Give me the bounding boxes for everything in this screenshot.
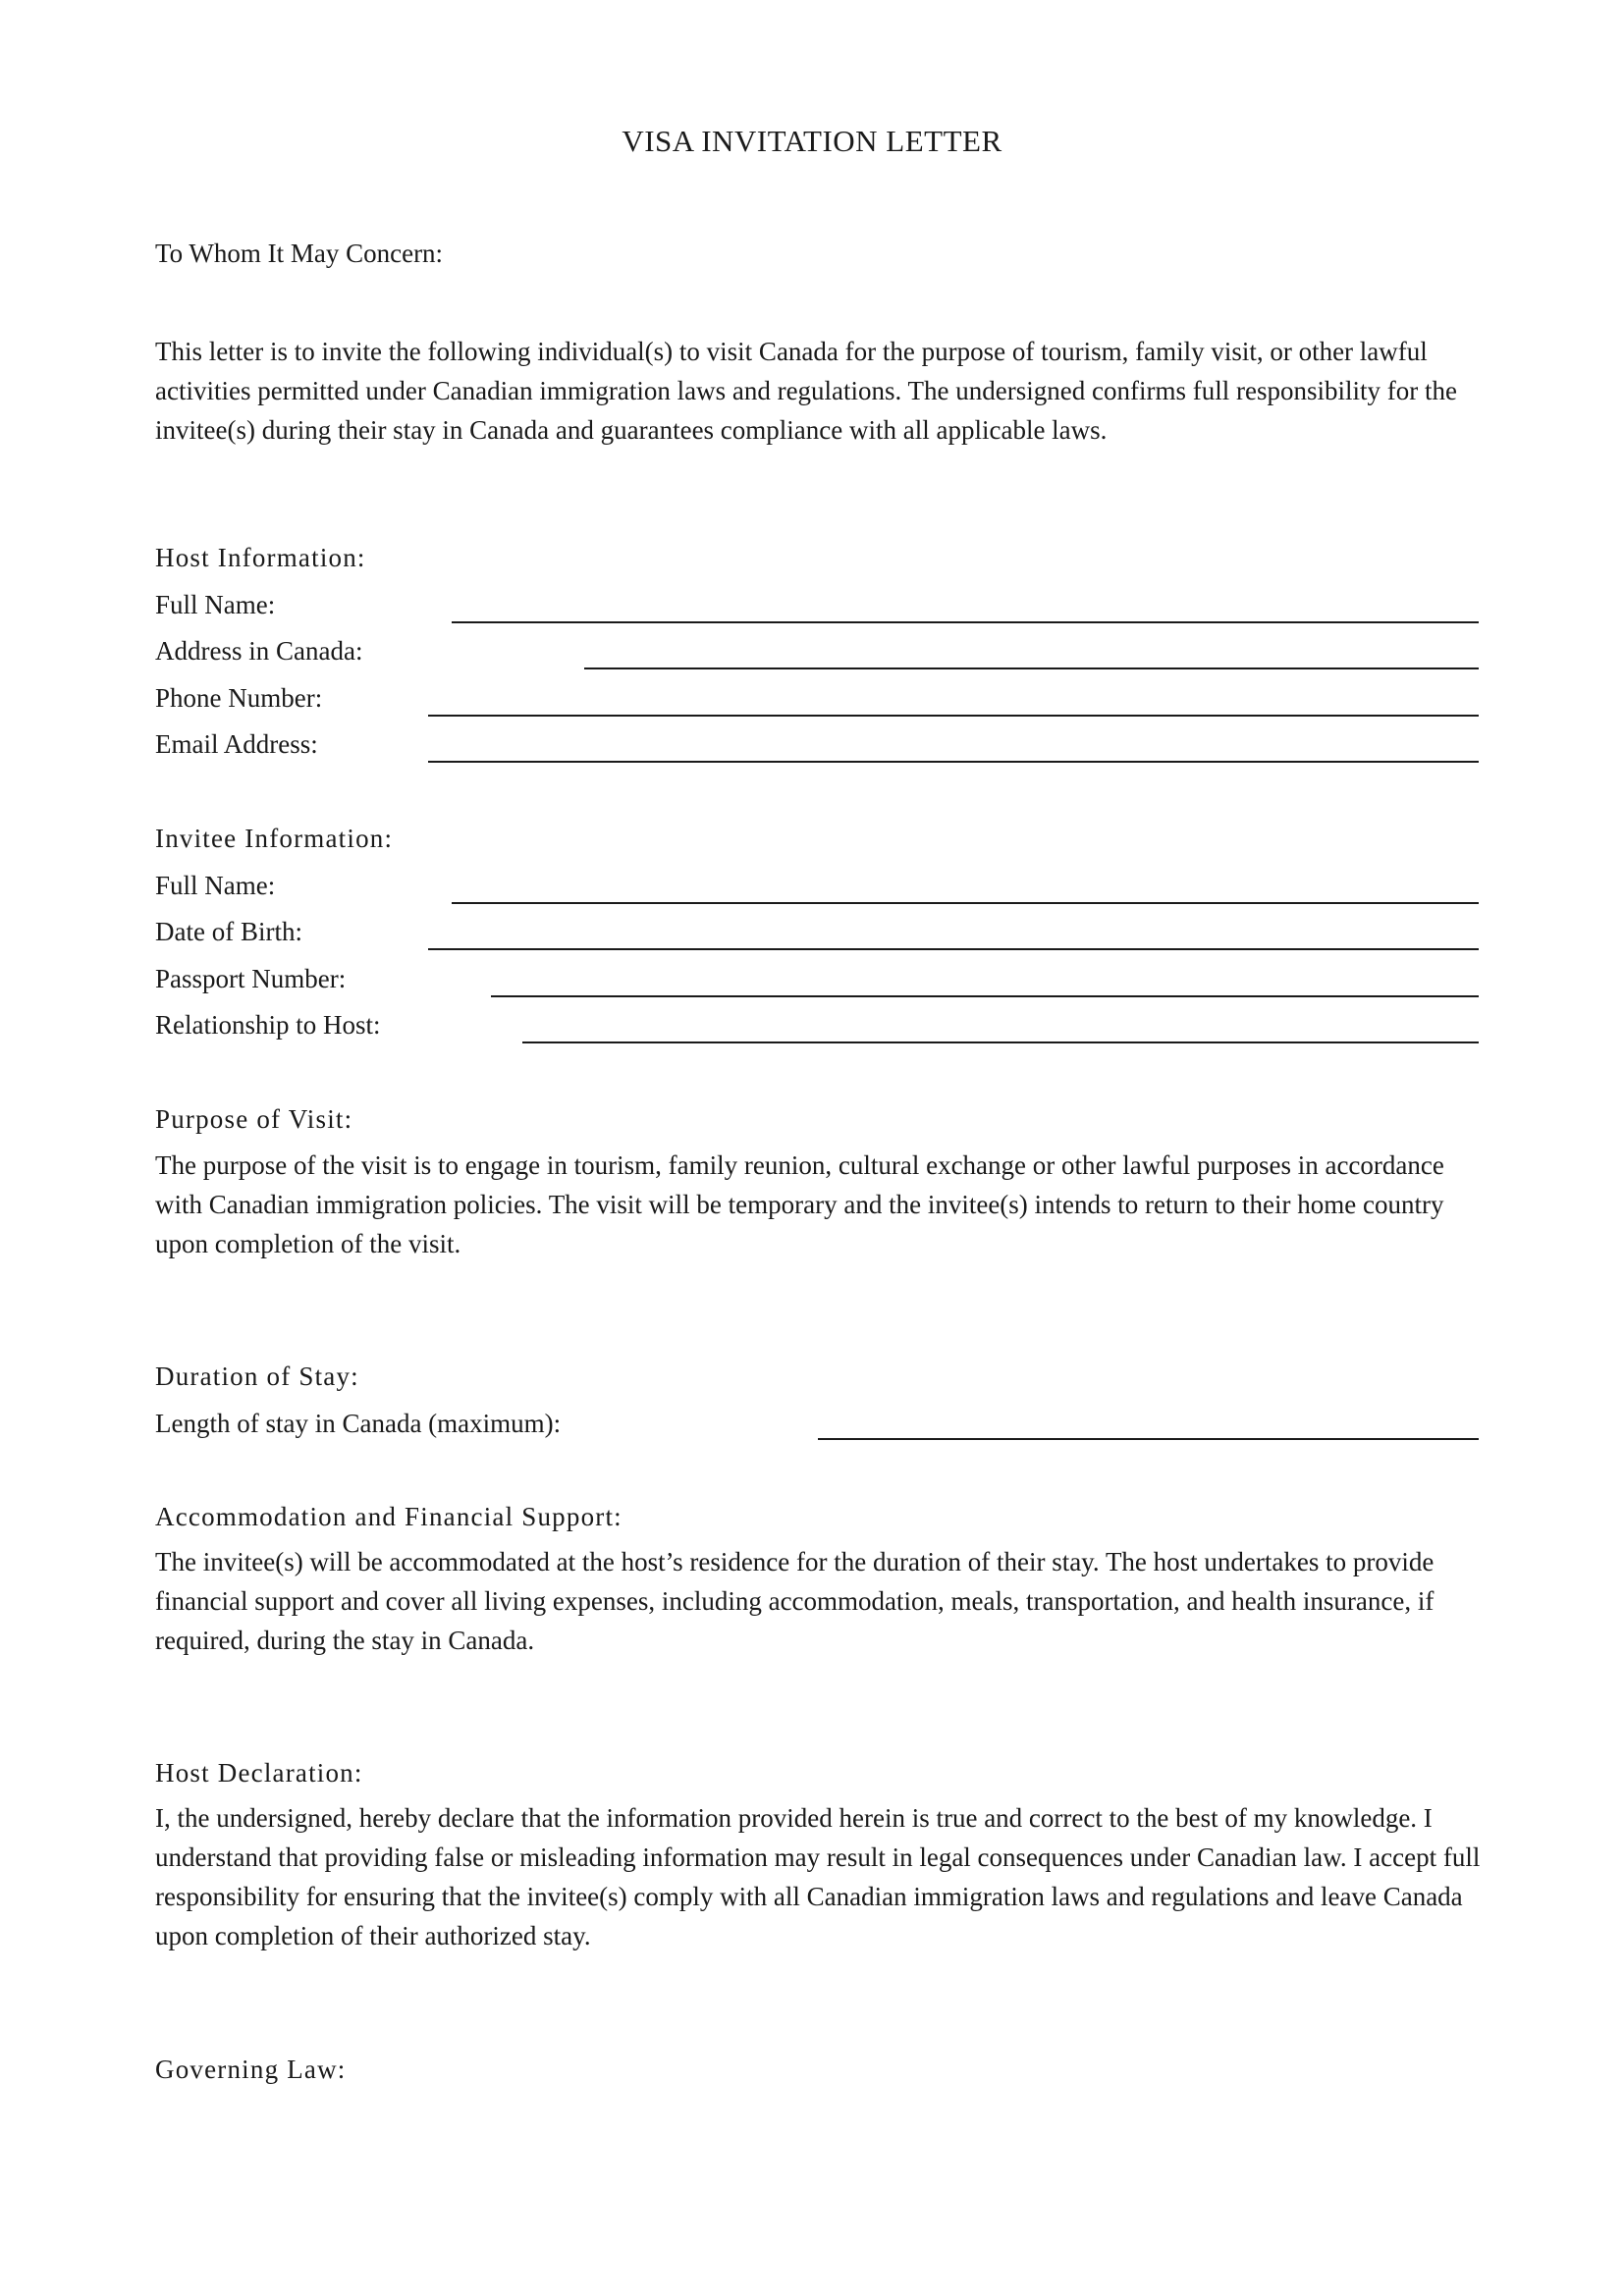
host-email-label: Email Address: bbox=[155, 729, 318, 759]
purpose-paragraph: The purpose of the visit is to engage in tourism, family reunion, cultural exchange or other lawful purposes in accordance with Canadian immigration policies. The visit will be temporary and the invitee(s) intends to return to their home country upon completion of the visit. bbox=[155, 1150, 1444, 1258]
host-information-heading: Host Information: bbox=[155, 543, 366, 572]
host-address-label: Address in Canada: bbox=[155, 636, 363, 666]
length-of-stay-field[interactable] bbox=[818, 1438, 1479, 1440]
host-email-field[interactable] bbox=[428, 761, 1479, 763]
declaration-paragraph: I, the undersigned, hereby declare that the information provided herein is true and correct to the best of my knowledge. I understand that providing false or misleading information may result in legal consequences under Canadian law. I accept full responsibility for ensuring that the invitee(s) comply with all Canadian immigration laws and regulations and leave Canada upon completion of their authorized stay. bbox=[155, 1803, 1481, 1950]
invitee-relationship-label: Relationship to Host: bbox=[155, 1010, 381, 1040]
invitee-passport-label: Passport Number: bbox=[155, 964, 347, 993]
invitee-relationship-field[interactable] bbox=[522, 1041, 1479, 1043]
declaration-heading: Host Declaration: bbox=[155, 1758, 363, 1788]
duration-heading: Duration of Stay: bbox=[155, 1362, 359, 1391]
invitee-passport-field[interactable] bbox=[491, 995, 1479, 997]
invitee-full-name-field[interactable] bbox=[452, 902, 1479, 904]
invitee-dob-field[interactable] bbox=[428, 948, 1479, 950]
intro-paragraph: This letter is to invite the following individual(s) to visit Canada for the purpose of tourism, family visit, or other lawful activities permitted under Canadian immigration laws and regulations. The undersigned confirms full responsibility for the invitee(s) during their stay in Canada and guarantees compliance with all applicable laws. bbox=[155, 337, 1457, 445]
invitee-dob-label: Date of Birth: bbox=[155, 917, 302, 946]
host-full-name-field[interactable] bbox=[452, 621, 1479, 623]
accommodation-paragraph: The invitee(s) will be accommodated at the host’s residence for the duration of their stay. The host undertakes to provide financial support and cover all living expenses, including accommodation, meals, transportation, and health insurance, if required, during the stay in Canada. bbox=[155, 1547, 1435, 1655]
host-phone-label: Phone Number: bbox=[155, 683, 323, 713]
governing-law-heading: Governing Law: bbox=[155, 2055, 347, 2084]
host-phone-field[interactable] bbox=[428, 715, 1479, 717]
accommodation-heading: Accommodation and Financial Support: bbox=[155, 1502, 623, 1531]
invitee-information-heading: Invitee Information: bbox=[155, 824, 394, 853]
document-title: VISA INVITATION LETTER bbox=[622, 124, 1002, 158]
host-full-name-label: Full Name: bbox=[155, 590, 276, 619]
length-of-stay-label: Length of stay in Canada (maximum): bbox=[155, 1409, 562, 1438]
purpose-heading: Purpose of Visit: bbox=[155, 1104, 353, 1134]
invitee-full-name-label: Full Name: bbox=[155, 871, 276, 900]
host-address-field[interactable] bbox=[584, 667, 1479, 669]
salutation: To Whom It May Concern: bbox=[155, 239, 444, 268]
